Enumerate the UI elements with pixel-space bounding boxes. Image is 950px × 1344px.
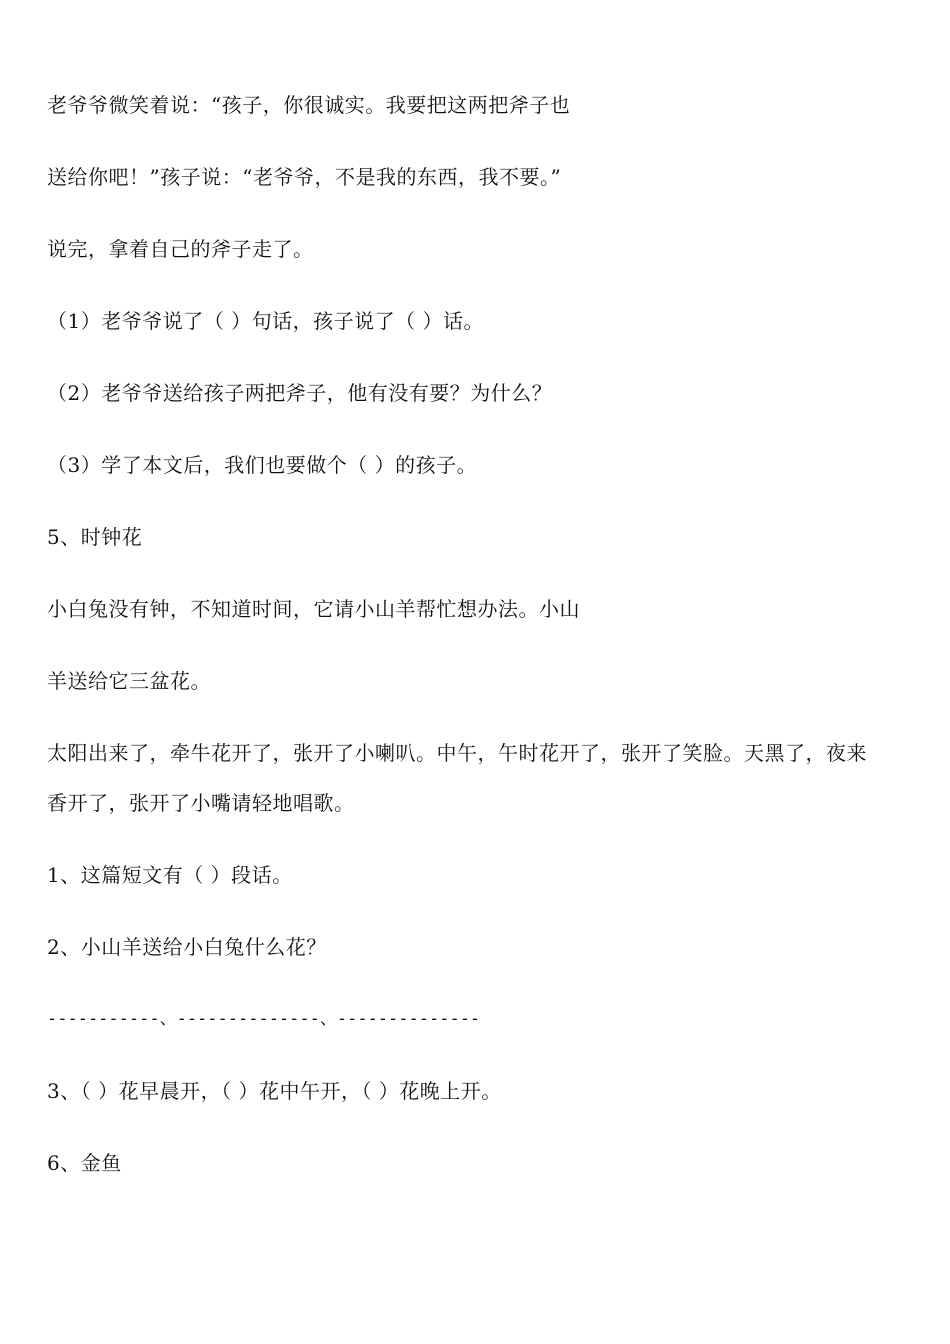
section-title-5: 5、时钟花 (47, 525, 143, 549)
story-line-3: 说完，拿着自己的斧子走了。 (47, 237, 314, 261)
story-line-2: 送给你吧！”孩子说：“老爷爷，不是我的东西，我不要。” (47, 165, 562, 189)
passage-line-2: 羊送给它三盆花。 (47, 669, 211, 693)
exercise-1: 1、这篇短文有（ ）段话。 (47, 863, 293, 887)
answer-blanks: -----------、--------------、-------------- (47, 1009, 481, 1029)
passage-line-4: 香开了，张开了小嘴请轻地唱歌。 (47, 791, 355, 815)
passage-line-3: 太阳出来了，牵牛花开了，张开了小喇叭。中午，午时花开了，张开了笑脸。天黑了，夜来 (47, 741, 867, 765)
question-2: （2）老爷爷送给孩子两把斧子，他有没有要？为什么？ (47, 381, 553, 405)
question-3: （3）学了本文后，我们也要做个（ ）的孩子。 (47, 453, 478, 477)
exercise-2: 2、小山羊送给小白兔什么花？ (47, 935, 327, 959)
passage-line-1: 小白兔没有钟，不知道时间，它请小山羊帮忙想办法。小山 (47, 597, 580, 621)
question-1: （1）老爷爷说了（ ）句话，孩子说了（ ）话。 (47, 309, 484, 333)
section-title-6: 6、金鱼 (47, 1151, 122, 1175)
exercise-3: 3、（ ）花早晨开，（ ）花中午开，（ ）花晚上开。 (47, 1079, 502, 1103)
story-line-1: 老爷爷微笑着说：“孩子，你很诚实。我要把这两把斧子也 (47, 93, 571, 117)
